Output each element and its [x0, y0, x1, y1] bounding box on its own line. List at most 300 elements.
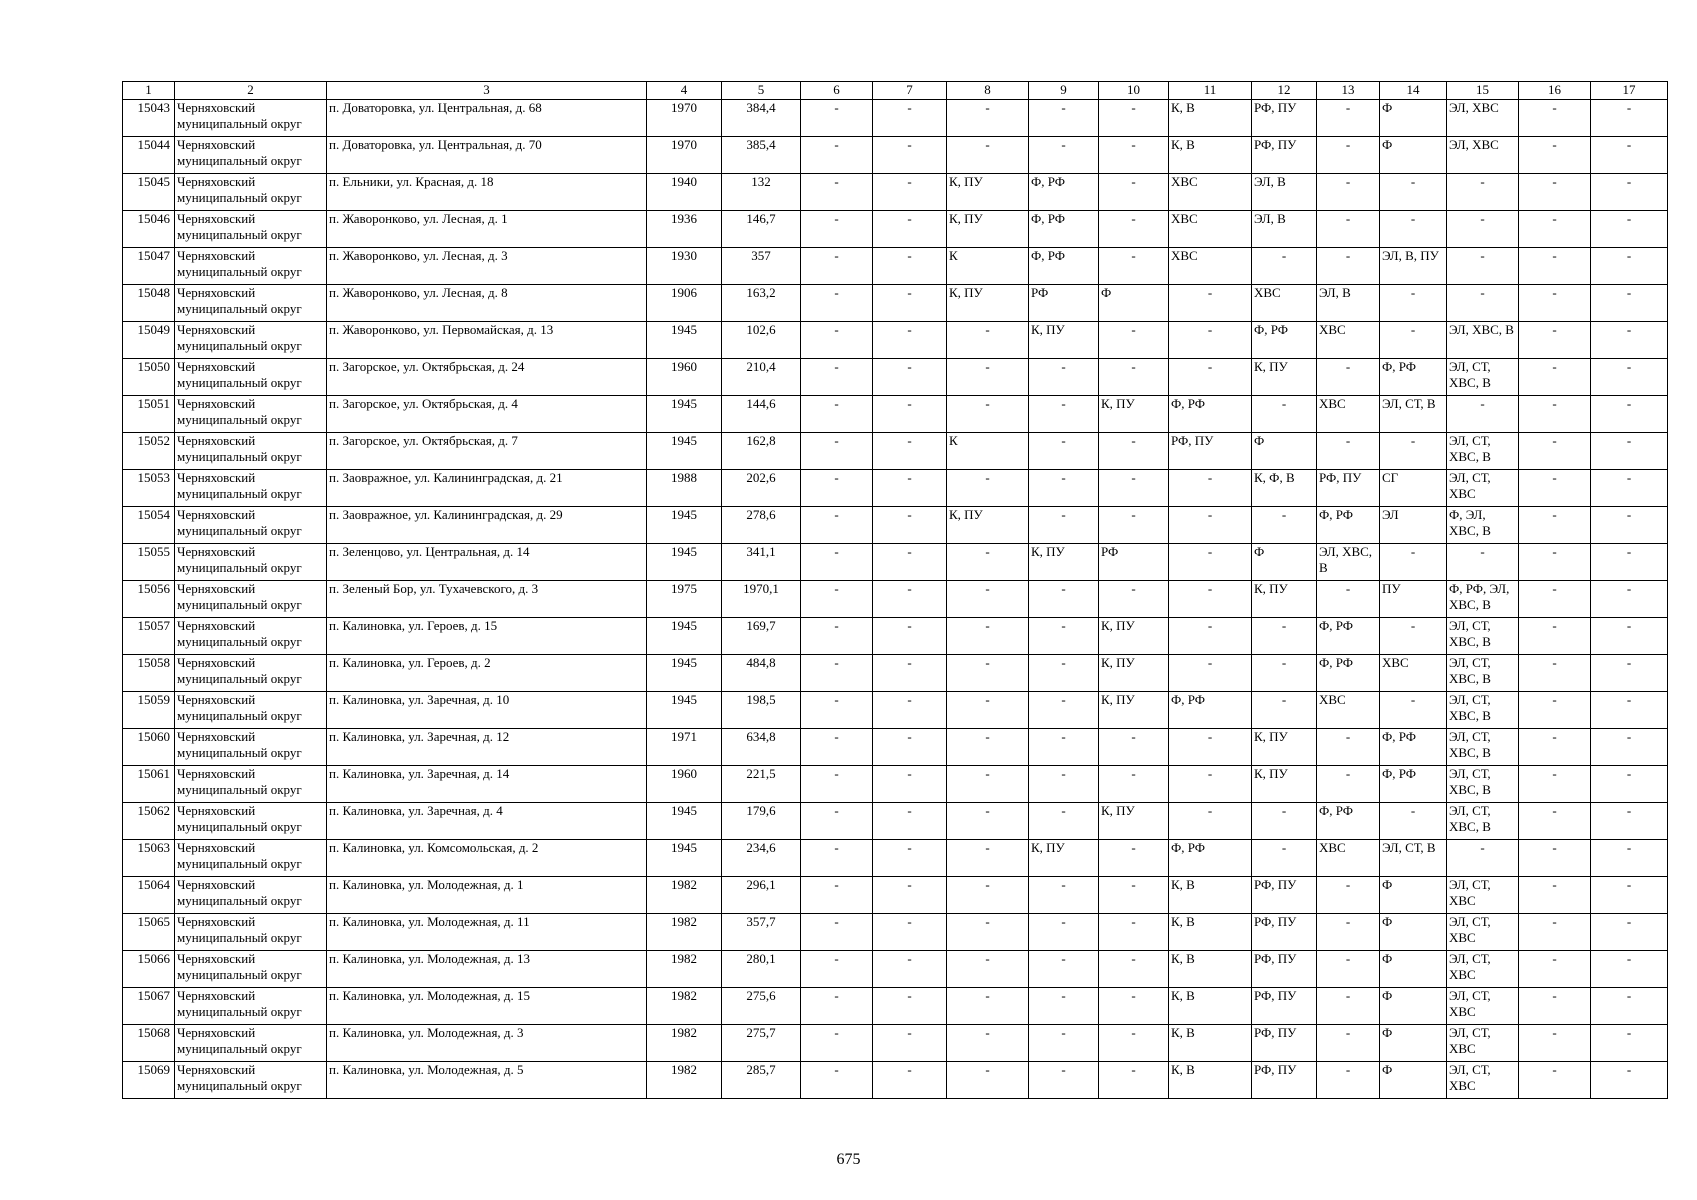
cell-col-11: -	[1169, 470, 1252, 507]
cell-col-13: Ф, РФ	[1317, 803, 1380, 840]
column-header-13: 13	[1317, 82, 1380, 100]
cell-col-2: Черняховский муниципальный округ	[175, 581, 327, 618]
cell-col-17: -	[1591, 914, 1668, 951]
cell-col-4: 1960	[647, 359, 722, 396]
cell-col-11: -	[1169, 544, 1252, 581]
cell-col-9: -	[1029, 1025, 1099, 1062]
cell-col-17: -	[1591, 840, 1668, 877]
cell-col-12: Ф	[1252, 544, 1317, 581]
cell-col-17: -	[1591, 137, 1668, 174]
cell-col-6: -	[801, 840, 873, 877]
cell-col-1: 15047	[123, 248, 175, 285]
cell-col-4: 1970	[647, 137, 722, 174]
cell-col-15: ЭЛ, СТ, ХВС	[1447, 988, 1519, 1025]
table-row	[123, 951, 1668, 988]
cell-col-6: -	[801, 359, 873, 396]
cell-col-13: -	[1317, 359, 1380, 396]
cell-col-17: -	[1591, 729, 1668, 766]
cell-col-6: -	[801, 322, 873, 359]
cell-col-10: Ф	[1099, 285, 1169, 322]
cell-col-1: 15060	[123, 729, 175, 766]
cell-col-12: К, ПУ	[1252, 581, 1317, 618]
cell-col-7: -	[873, 285, 947, 322]
cell-col-3: п. Калиновка, ул. Молодежная, д. 15	[327, 988, 647, 1025]
table-body	[123, 100, 1668, 1099]
cell-col-5: 169,7	[722, 618, 801, 655]
cell-col-3: п. Калиновка, ул. Заречная, д. 14	[327, 766, 647, 803]
cell-col-3: п. Загорское, ул. Октябрьская, д. 7	[327, 433, 647, 470]
cell-col-12: ЭЛ, В	[1252, 211, 1317, 248]
cell-col-4: 1936	[647, 211, 722, 248]
cell-col-9: -	[1029, 396, 1099, 433]
cell-col-11: -	[1169, 359, 1252, 396]
cell-col-10: -	[1099, 248, 1169, 285]
table-row	[123, 211, 1668, 248]
cell-col-9: К, ПУ	[1029, 322, 1099, 359]
cell-col-16: -	[1519, 877, 1591, 914]
cell-col-14: Ф, РФ	[1380, 766, 1447, 803]
cell-col-4: 1945	[647, 618, 722, 655]
cell-col-13: -	[1317, 100, 1380, 137]
cell-col-10: К, ПУ	[1099, 655, 1169, 692]
cell-col-17: -	[1591, 951, 1668, 988]
cell-col-3: п. Доваторовка, ул. Центральная, д. 68	[327, 100, 647, 137]
cell-col-7: -	[873, 470, 947, 507]
cell-col-13: ХВС	[1317, 840, 1380, 877]
column-header-8: 8	[947, 82, 1029, 100]
cell-col-12: К, Ф, В	[1252, 470, 1317, 507]
cell-col-7: -	[873, 581, 947, 618]
cell-col-7: -	[873, 248, 947, 285]
cell-col-10: РФ	[1099, 544, 1169, 581]
cell-col-8: -	[947, 803, 1029, 840]
cell-col-17: -	[1591, 100, 1668, 137]
cell-col-1: 15058	[123, 655, 175, 692]
cell-col-1: 15043	[123, 100, 175, 137]
cell-col-7: -	[873, 211, 947, 248]
cell-col-3: п. Жаворонково, ул. Лесная, д. 3	[327, 248, 647, 285]
cell-col-13: -	[1317, 877, 1380, 914]
cell-col-10: -	[1099, 359, 1169, 396]
cell-col-8: -	[947, 618, 1029, 655]
cell-col-13: ЭЛ, ХВС, В	[1317, 544, 1380, 581]
cell-col-12: ХВС	[1252, 285, 1317, 322]
table-row	[123, 840, 1668, 877]
cell-col-4: 1945	[647, 396, 722, 433]
cell-col-3: п. Калиновка, ул. Молодежная, д. 13	[327, 951, 647, 988]
cell-col-12: -	[1252, 692, 1317, 729]
cell-col-16: -	[1519, 396, 1591, 433]
cell-col-14: -	[1380, 322, 1447, 359]
cell-col-8: -	[947, 914, 1029, 951]
cell-col-1: 15044	[123, 137, 175, 174]
cell-col-14: ЭЛ, СТ, В	[1380, 840, 1447, 877]
cell-col-14: ПУ	[1380, 581, 1447, 618]
cell-col-4: 1988	[647, 470, 722, 507]
cell-col-13: Ф, РФ	[1317, 655, 1380, 692]
cell-col-14: Ф	[1380, 1025, 1447, 1062]
cell-col-11: -	[1169, 803, 1252, 840]
cell-col-2: Черняховский муниципальный округ	[175, 248, 327, 285]
cell-col-9: -	[1029, 137, 1099, 174]
column-header-4: 4	[647, 82, 722, 100]
cell-col-1: 15057	[123, 618, 175, 655]
cell-col-13: ХВС	[1317, 692, 1380, 729]
cell-col-16: -	[1519, 988, 1591, 1025]
cell-col-7: -	[873, 618, 947, 655]
cell-col-17: -	[1591, 285, 1668, 322]
cell-col-13: -	[1317, 433, 1380, 470]
cell-col-5: 210,4	[722, 359, 801, 396]
cell-col-10: -	[1099, 988, 1169, 1025]
cell-col-5: 163,2	[722, 285, 801, 322]
cell-col-13: -	[1317, 581, 1380, 618]
cell-col-6: -	[801, 988, 873, 1025]
cell-col-17: -	[1591, 322, 1668, 359]
cell-col-8: К	[947, 248, 1029, 285]
cell-col-14: -	[1380, 433, 1447, 470]
cell-col-11: К, В	[1169, 988, 1252, 1025]
cell-col-12: -	[1252, 803, 1317, 840]
cell-col-9: -	[1029, 433, 1099, 470]
cell-col-1: 15048	[123, 285, 175, 322]
cell-col-6: -	[801, 914, 873, 951]
cell-col-15: ЭЛ, СТ, ХВС	[1447, 951, 1519, 988]
cell-col-9: -	[1029, 581, 1099, 618]
cell-col-7: -	[873, 433, 947, 470]
cell-col-12: РФ, ПУ	[1252, 137, 1317, 174]
cell-col-6: -	[801, 1025, 873, 1062]
cell-col-2: Черняховский муниципальный округ	[175, 359, 327, 396]
cell-col-12: РФ, ПУ	[1252, 988, 1317, 1025]
cell-col-15: -	[1447, 840, 1519, 877]
cell-col-3: п. Калиновка, ул. Молодежная, д. 11	[327, 914, 647, 951]
cell-col-16: -	[1519, 803, 1591, 840]
cell-col-14: ЭЛ, СТ, В	[1380, 396, 1447, 433]
cell-col-9: -	[1029, 655, 1099, 692]
column-header-5: 5	[722, 82, 801, 100]
cell-col-16: -	[1519, 544, 1591, 581]
cell-col-12: Ф	[1252, 433, 1317, 470]
cell-col-4: 1930	[647, 248, 722, 285]
cell-col-4: 1982	[647, 1025, 722, 1062]
cell-col-7: -	[873, 137, 947, 174]
cell-col-9: -	[1029, 803, 1099, 840]
cell-col-14: ЭЛ	[1380, 507, 1447, 544]
cell-col-11: Ф, РФ	[1169, 396, 1252, 433]
cell-col-3: п. Зеленцово, ул. Центральная, д. 14	[327, 544, 647, 581]
cell-col-16: -	[1519, 914, 1591, 951]
cell-col-1: 15046	[123, 211, 175, 248]
cell-col-11: К, В	[1169, 914, 1252, 951]
cell-col-14: Ф	[1380, 951, 1447, 988]
cell-col-1: 15055	[123, 544, 175, 581]
cell-col-8: -	[947, 877, 1029, 914]
cell-col-4: 1945	[647, 322, 722, 359]
cell-col-1: 15067	[123, 988, 175, 1025]
cell-col-3: п. Заовражное, ул. Калининградская, д. 29	[327, 507, 647, 544]
cell-col-13: -	[1317, 766, 1380, 803]
cell-col-6: -	[801, 137, 873, 174]
cell-col-13: -	[1317, 248, 1380, 285]
cell-col-16: -	[1519, 692, 1591, 729]
cell-col-5: 280,1	[722, 951, 801, 988]
cell-col-4: 1945	[647, 544, 722, 581]
cell-col-1: 15054	[123, 507, 175, 544]
table-row	[123, 322, 1668, 359]
table-row	[123, 470, 1668, 507]
cell-col-5: 634,8	[722, 729, 801, 766]
cell-col-15: ЭЛ, СТ, ХВС	[1447, 877, 1519, 914]
cell-col-12: РФ, ПУ	[1252, 914, 1317, 951]
cell-col-10: -	[1099, 322, 1169, 359]
cell-col-15: -	[1447, 211, 1519, 248]
table-row	[123, 359, 1668, 396]
cell-col-15: ЭЛ, ХВС	[1447, 100, 1519, 137]
cell-col-17: -	[1591, 655, 1668, 692]
cell-col-14: Ф	[1380, 1062, 1447, 1099]
cell-col-10: -	[1099, 100, 1169, 137]
cell-col-1: 15052	[123, 433, 175, 470]
cell-col-6: -	[801, 100, 873, 137]
cell-col-7: -	[873, 951, 947, 988]
cell-col-13: -	[1317, 729, 1380, 766]
cell-col-6: -	[801, 655, 873, 692]
cell-col-4: 1940	[647, 174, 722, 211]
table-row	[123, 655, 1668, 692]
cell-col-4: 1982	[647, 877, 722, 914]
cell-col-1: 15053	[123, 470, 175, 507]
cell-col-3: п. Калиновка, ул. Молодежная, д. 5	[327, 1062, 647, 1099]
cell-col-6: -	[801, 729, 873, 766]
cell-col-2: Черняховский муниципальный округ	[175, 285, 327, 322]
column-header-17: 17	[1591, 82, 1668, 100]
cell-col-1: 15051	[123, 396, 175, 433]
cell-col-13: -	[1317, 174, 1380, 211]
cell-col-7: -	[873, 766, 947, 803]
cell-col-5: 132	[722, 174, 801, 211]
cell-col-15: ЭЛ, СТ, ХВС	[1447, 914, 1519, 951]
cell-col-16: -	[1519, 248, 1591, 285]
cell-col-4: 1982	[647, 914, 722, 951]
column-header-6: 6	[801, 82, 873, 100]
cell-col-9: -	[1029, 692, 1099, 729]
cell-col-17: -	[1591, 544, 1668, 581]
cell-col-3: п. Загорское, ул. Октябрьская, д. 4	[327, 396, 647, 433]
cell-col-7: -	[873, 840, 947, 877]
cell-col-12: -	[1252, 655, 1317, 692]
table-row	[123, 507, 1668, 544]
column-header-3: 3	[327, 82, 647, 100]
table-row	[123, 988, 1668, 1025]
cell-col-10: -	[1099, 951, 1169, 988]
cell-col-9: РФ	[1029, 285, 1099, 322]
cell-col-13: ХВС	[1317, 322, 1380, 359]
cell-col-10: К, ПУ	[1099, 618, 1169, 655]
cell-col-1: 15059	[123, 692, 175, 729]
cell-col-1: 15056	[123, 581, 175, 618]
cell-col-9: -	[1029, 470, 1099, 507]
cell-col-12: -	[1252, 618, 1317, 655]
cell-col-4: 1945	[647, 655, 722, 692]
cell-col-11: -	[1169, 655, 1252, 692]
cell-col-6: -	[801, 766, 873, 803]
cell-col-11: -	[1169, 285, 1252, 322]
cell-col-6: -	[801, 692, 873, 729]
cell-col-5: 275,6	[722, 988, 801, 1025]
column-header-16: 16	[1519, 82, 1591, 100]
cell-col-10: -	[1099, 137, 1169, 174]
cell-col-16: -	[1519, 766, 1591, 803]
cell-col-11: -	[1169, 507, 1252, 544]
cell-col-4: 1970	[647, 100, 722, 137]
cell-col-9: -	[1029, 914, 1099, 951]
cell-col-4: 1945	[647, 803, 722, 840]
cell-col-13: ЭЛ, В	[1317, 285, 1380, 322]
cell-col-5: 144,6	[722, 396, 801, 433]
cell-col-8: -	[947, 100, 1029, 137]
cell-col-17: -	[1591, 359, 1668, 396]
cell-col-8: -	[947, 396, 1029, 433]
cell-col-7: -	[873, 174, 947, 211]
cell-col-17: -	[1591, 988, 1668, 1025]
cell-col-13: РФ, ПУ	[1317, 470, 1380, 507]
cell-col-4: 1982	[647, 988, 722, 1025]
cell-col-8: -	[947, 470, 1029, 507]
cell-col-2: Черняховский муниципальный округ	[175, 137, 327, 174]
cell-col-2: Черняховский муниципальный округ	[175, 211, 327, 248]
cell-col-14: -	[1380, 803, 1447, 840]
cell-col-11: К, В	[1169, 100, 1252, 137]
cell-col-13: -	[1317, 1025, 1380, 1062]
cell-col-10: -	[1099, 507, 1169, 544]
table-row	[123, 544, 1668, 581]
column-header-12: 12	[1252, 82, 1317, 100]
cell-col-11: К, В	[1169, 137, 1252, 174]
cell-col-17: -	[1591, 396, 1668, 433]
cell-col-1: 15065	[123, 914, 175, 951]
cell-col-15: -	[1447, 396, 1519, 433]
cell-col-7: -	[873, 1025, 947, 1062]
cell-col-12: -	[1252, 248, 1317, 285]
cell-col-2: Черняховский муниципальный округ	[175, 618, 327, 655]
cell-col-15: ЭЛ, СТ, ХВС, В	[1447, 433, 1519, 470]
column-header-9: 9	[1029, 82, 1099, 100]
cell-col-14: Ф, РФ	[1380, 359, 1447, 396]
cell-col-2: Черняховский муниципальный округ	[175, 507, 327, 544]
cell-col-15: ЭЛ, СТ, ХВС, В	[1447, 729, 1519, 766]
cell-col-17: -	[1591, 1062, 1668, 1099]
cell-col-12: РФ, ПУ	[1252, 1062, 1317, 1099]
cell-col-6: -	[801, 285, 873, 322]
cell-col-10: -	[1099, 581, 1169, 618]
cell-col-2: Черняховский муниципальный округ	[175, 988, 327, 1025]
cell-col-14: -	[1380, 692, 1447, 729]
cell-col-10: -	[1099, 766, 1169, 803]
cell-col-17: -	[1591, 877, 1668, 914]
cell-col-6: -	[801, 248, 873, 285]
cell-col-11: Ф, РФ	[1169, 840, 1252, 877]
cell-col-8: -	[947, 359, 1029, 396]
cell-col-13: Ф, РФ	[1317, 507, 1380, 544]
cell-col-1: 15062	[123, 803, 175, 840]
cell-col-5: 275,7	[722, 1025, 801, 1062]
table-row	[123, 1025, 1668, 1062]
cell-col-11: -	[1169, 322, 1252, 359]
cell-col-14: -	[1380, 618, 1447, 655]
cell-col-15: Ф, РФ, ЭЛ, ХВС, В	[1447, 581, 1519, 618]
cell-col-7: -	[873, 877, 947, 914]
table-row	[123, 248, 1668, 285]
cell-col-2: Черняховский муниципальный округ	[175, 1025, 327, 1062]
cell-col-9: -	[1029, 100, 1099, 137]
table-row	[123, 692, 1668, 729]
cell-col-11: -	[1169, 729, 1252, 766]
cell-col-8: К	[947, 433, 1029, 470]
cell-col-10: -	[1099, 211, 1169, 248]
cell-col-9: -	[1029, 988, 1099, 1025]
cell-col-5: 221,5	[722, 766, 801, 803]
cell-col-7: -	[873, 988, 947, 1025]
cell-col-16: -	[1519, 470, 1591, 507]
cell-col-2: Черняховский муниципальный округ	[175, 840, 327, 877]
cell-col-3: п. Жаворонково, ул. Первомайская, д. 13	[327, 322, 647, 359]
cell-col-16: -	[1519, 285, 1591, 322]
table-row	[123, 877, 1668, 914]
cell-col-16: -	[1519, 100, 1591, 137]
cell-col-14: ЭЛ, В, ПУ	[1380, 248, 1447, 285]
cell-col-10: -	[1099, 174, 1169, 211]
cell-col-17: -	[1591, 507, 1668, 544]
cell-col-10: -	[1099, 877, 1169, 914]
cell-col-10: -	[1099, 1025, 1169, 1062]
cell-col-12: -	[1252, 396, 1317, 433]
cell-col-17: -	[1591, 766, 1668, 803]
cell-col-14: -	[1380, 174, 1447, 211]
cell-col-1: 15066	[123, 951, 175, 988]
cell-col-3: п. Калиновка, ул. Заречная, д. 4	[327, 803, 647, 840]
cell-col-15: -	[1447, 248, 1519, 285]
cell-col-2: Черняховский муниципальный округ	[175, 322, 327, 359]
cell-col-11: РФ, ПУ	[1169, 433, 1252, 470]
cell-col-12: К, ПУ	[1252, 766, 1317, 803]
cell-col-13: -	[1317, 988, 1380, 1025]
cell-col-16: -	[1519, 1025, 1591, 1062]
cell-col-5: 384,4	[722, 100, 801, 137]
cell-col-16: -	[1519, 322, 1591, 359]
column-header-2: 2	[175, 82, 327, 100]
cell-col-6: -	[801, 581, 873, 618]
page-number: 675	[836, 1151, 861, 1168]
table-row	[123, 766, 1668, 803]
cell-col-14: СГ	[1380, 470, 1447, 507]
cell-col-4: 1945	[647, 433, 722, 470]
column-header-10: 10	[1099, 82, 1169, 100]
cell-col-5: 162,8	[722, 433, 801, 470]
cell-col-15: ЭЛ, СТ, ХВС	[1447, 1062, 1519, 1099]
cell-col-10: К, ПУ	[1099, 803, 1169, 840]
cell-col-3: п. Заовражное, ул. Калининградская, д. 21	[327, 470, 647, 507]
cell-col-5: 179,6	[722, 803, 801, 840]
cell-col-11: Ф, РФ	[1169, 692, 1252, 729]
cell-col-13: -	[1317, 211, 1380, 248]
cell-col-17: -	[1591, 803, 1668, 840]
cell-col-9: -	[1029, 729, 1099, 766]
column-header-1: 1	[123, 82, 175, 100]
cell-col-16: -	[1519, 433, 1591, 470]
cell-col-3: п. Калиновка, ул. Заречная, д. 12	[327, 729, 647, 766]
cell-col-6: -	[801, 544, 873, 581]
